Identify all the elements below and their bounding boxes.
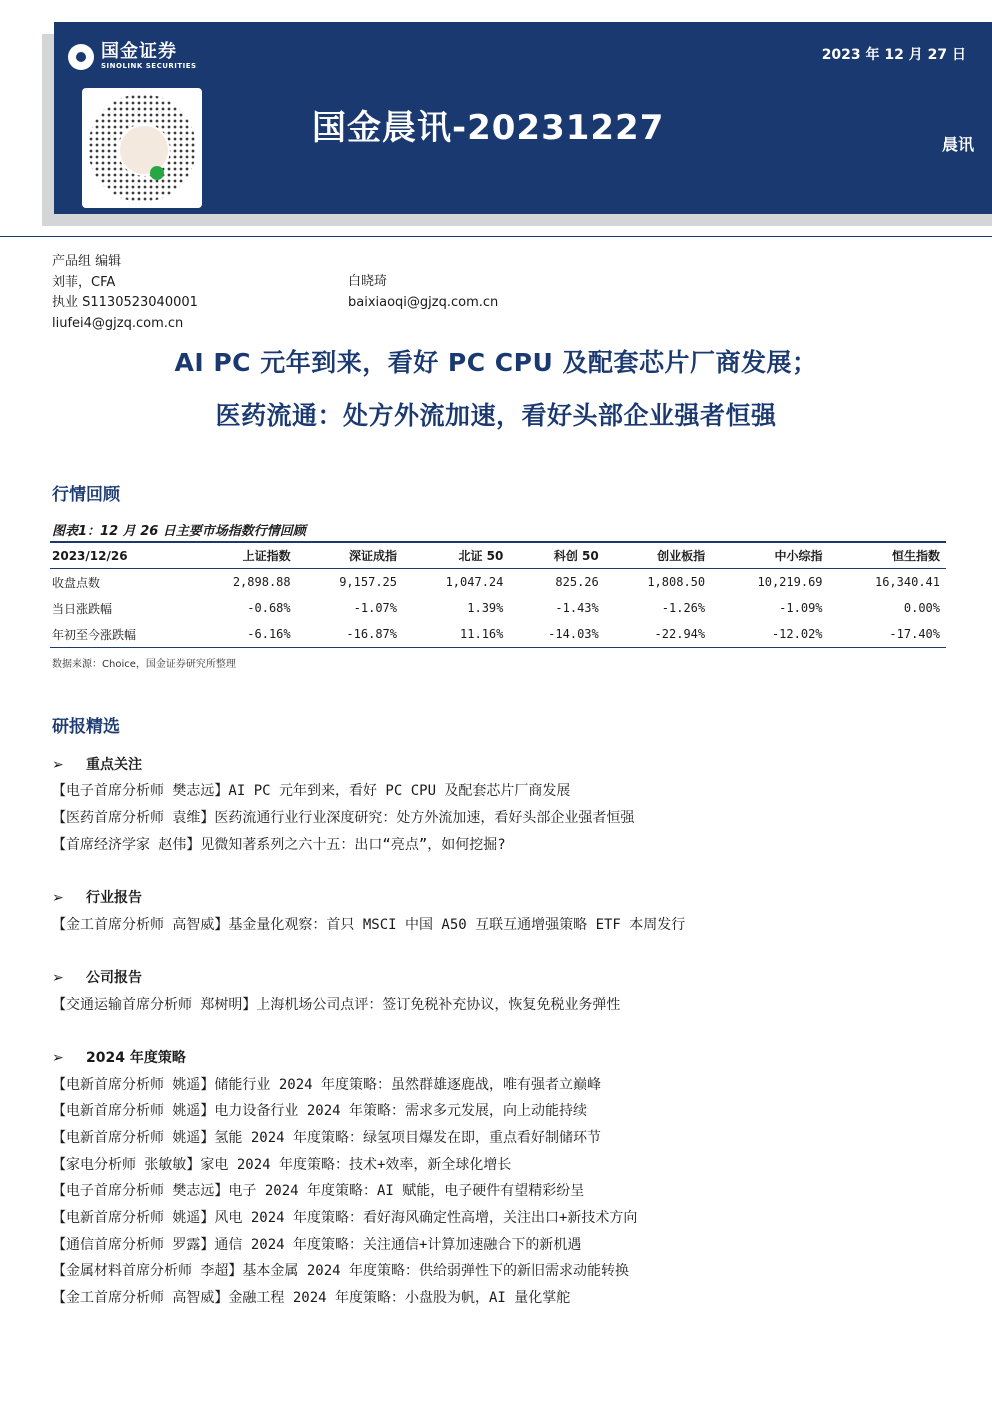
- table-cell: -1.26%: [661, 601, 706, 615]
- report-link[interactable]: 【金属材料首席分析师 李超】基本金属 2024 年度策略：供给弱弹性下的新旧需求动能转换: [52, 1263, 629, 1279]
- report-link[interactable]: 【交通运输首席分析师 郑树明】上海机场公司点评：签订免税补充协议，恢复免税业务弹性: [52, 997, 621, 1013]
- report-link[interactable]: 【金工首席分析师 高智威】金融工程 2024 年度策略：小盘股为帆，AI 量化掌舵: [52, 1290, 571, 1306]
- table-header-row: [50, 542, 946, 569]
- report-link[interactable]: 【电新首席分析师 姚遥】氢能 2024 年度策略：绿氢项目爆发在即，重点看好制储环节: [52, 1130, 601, 1146]
- market-index-table: [50, 541, 946, 648]
- header-divider: [0, 236, 992, 237]
- headline-line-1: AI PC 元年到来，看好 PC CPU 及配套芯片厂商发展；: [174, 348, 818, 377]
- table-cell: -14.03%: [509, 621, 604, 648]
- header-banner: [54, 22, 992, 214]
- table-row: [50, 569, 946, 596]
- table-cell: -22.94%: [605, 621, 711, 648]
- table-header-cell: 科创 50: [509, 542, 604, 569]
- table-cell: 收盘点数: [52, 575, 101, 590]
- report-date: 2023 年 12 月 27 日: [821, 47, 966, 63]
- table-cell: 16,340.41: [874, 575, 940, 589]
- report-link[interactable]: 【电子首席分析师 樊志远】电子 2024 年度策略：AI 赋能，电子硬件有望精彩纷呈: [52, 1183, 585, 1199]
- table-cell: -1.43%: [555, 601, 599, 615]
- company-logo: [68, 42, 197, 71]
- table-row: [50, 595, 946, 621]
- report-group-heading: ➢ 重点关注: [52, 757, 142, 773]
- report-link[interactable]: 【家电分析师 张敏敏】家电 2024 年度策略：技术+效率，新全球化增长: [52, 1157, 512, 1173]
- data-source-note: 数据来源：Choice，国金证券研究所整理: [52, 659, 236, 670]
- table-cell: -12.02%: [711, 621, 828, 648]
- author-block-right: [348, 272, 498, 313]
- table-cell: 10,219.69: [757, 575, 823, 589]
- logo-name-en: SINOLINK SECURITIES: [101, 62, 197, 70]
- report-link[interactable]: 【通信首席分析师 罗露】通信 2024 年度策略：关注通信+计算加速融合下的新机遇: [52, 1237, 582, 1253]
- table-cell: 2,898.88: [232, 575, 291, 589]
- report-link[interactable]: 【电新首席分析师 姚遥】电力设备行业 2024 年策略：需求多元发展，向上动能持续: [52, 1103, 587, 1119]
- logo-mark-icon: [68, 44, 94, 70]
- table-cell: 1,047.24: [445, 575, 504, 589]
- report-group-heading: ➢ 行业报告: [52, 890, 142, 906]
- report-link[interactable]: 【电新首席分析师 姚遥】风电 2024 年度策略：看好海风确定性高增，关注出口+新技术方向: [52, 1210, 638, 1226]
- table-cell: 年初至今涨跌幅: [50, 621, 190, 648]
- author-line: 执业 S1130523040001: [52, 295, 198, 310]
- author-line: 白晓琦: [348, 274, 388, 289]
- table-cell: 1.39%: [467, 601, 504, 615]
- report-type-tag: 晨讯: [941, 135, 974, 154]
- author-email: baixiaoqi@gjzq.com.cn: [348, 294, 499, 310]
- table-cell: 9,157.25: [339, 575, 397, 589]
- table-header-cell: 恒生指数: [829, 542, 946, 569]
- report-title: 国金晨讯-20231227: [312, 108, 665, 148]
- table-cell: -1.09%: [779, 601, 823, 615]
- section-title-reports: 研报精选: [52, 717, 120, 737]
- table-cell: 1,808.50: [647, 575, 706, 589]
- table-header-cell: 深证成指: [297, 542, 403, 569]
- table-cell: -16.87%: [297, 621, 403, 648]
- table-cell: 11.16%: [403, 621, 509, 648]
- table-cell: -0.68%: [247, 601, 291, 615]
- author-line: 产品组 编辑: [52, 254, 122, 269]
- report-link[interactable]: 【医药首席分析师 袁维】医药流通行业行业深度研究：处方外流加速，看好头部企业强者恒强: [52, 810, 635, 826]
- arrow-bullet-icon: ➢: [52, 970, 64, 986]
- table-header-cell: 上证指数: [190, 542, 296, 569]
- qr-code-icon: [82, 88, 202, 208]
- report-link[interactable]: 【首席经济学家 赵伟】见微知著系列之六十五：出口“亮点”，如何挖掘?: [52, 837, 506, 853]
- table-cell: 0.00%: [903, 601, 940, 615]
- author-line: 刘菲，CFA: [52, 274, 116, 290]
- table-cell: 825.26: [555, 575, 599, 589]
- report-link[interactable]: 【金工首席分析师 高智威】基金量化观察：首只 MSCI 中国 A50 互联互通增强策略 ETF 本周发行: [52, 917, 686, 933]
- arrow-bullet-icon: ➢: [52, 890, 64, 906]
- logo-name-cn: 国金证券: [101, 41, 177, 62]
- table-cell: 当日涨跌幅: [52, 601, 113, 616]
- arrow-bullet-icon: ➢: [52, 1050, 64, 1066]
- table-header-cell: 创业板指: [605, 542, 711, 569]
- report-link[interactable]: 【电新首席分析师 姚遥】储能行业 2024 年度策略：虽然群雄逐鹿战，唯有强者立巅峰: [52, 1077, 601, 1093]
- table-cell: -1.07%: [353, 601, 397, 615]
- table-cell: -17.40%: [829, 621, 946, 648]
- report-group-heading: ➢ 2024 年度策略: [52, 1050, 186, 1066]
- figure-title: 图表1：12 月 26 日主要市场指数行情回顾: [52, 524, 306, 539]
- table-row: [50, 621, 946, 648]
- arrow-bullet-icon: ➢: [52, 757, 64, 773]
- report-link[interactable]: 【电子首席分析师 樊志远】AI PC 元年到来，看好 PC CPU 及配套芯片厂商发展: [52, 783, 571, 799]
- table-header-cell: 2023/12/26: [50, 542, 190, 569]
- table-cell: -6.16%: [190, 621, 296, 648]
- section-title-market: 行情回顾: [52, 485, 120, 505]
- author-block-left: [52, 252, 198, 334]
- report-group-heading: ➢ 公司报告: [52, 970, 142, 986]
- table-header-cell: 北证 50: [403, 542, 509, 569]
- table-header-cell: 中小综指: [711, 542, 828, 569]
- mini-program-badge-icon: [150, 166, 164, 180]
- author-email: liufei4@gjzq.com.cn: [52, 315, 184, 331]
- headline-line-2: 医药流通：处方外流加速，看好头部企业强者恒强: [215, 401, 777, 430]
